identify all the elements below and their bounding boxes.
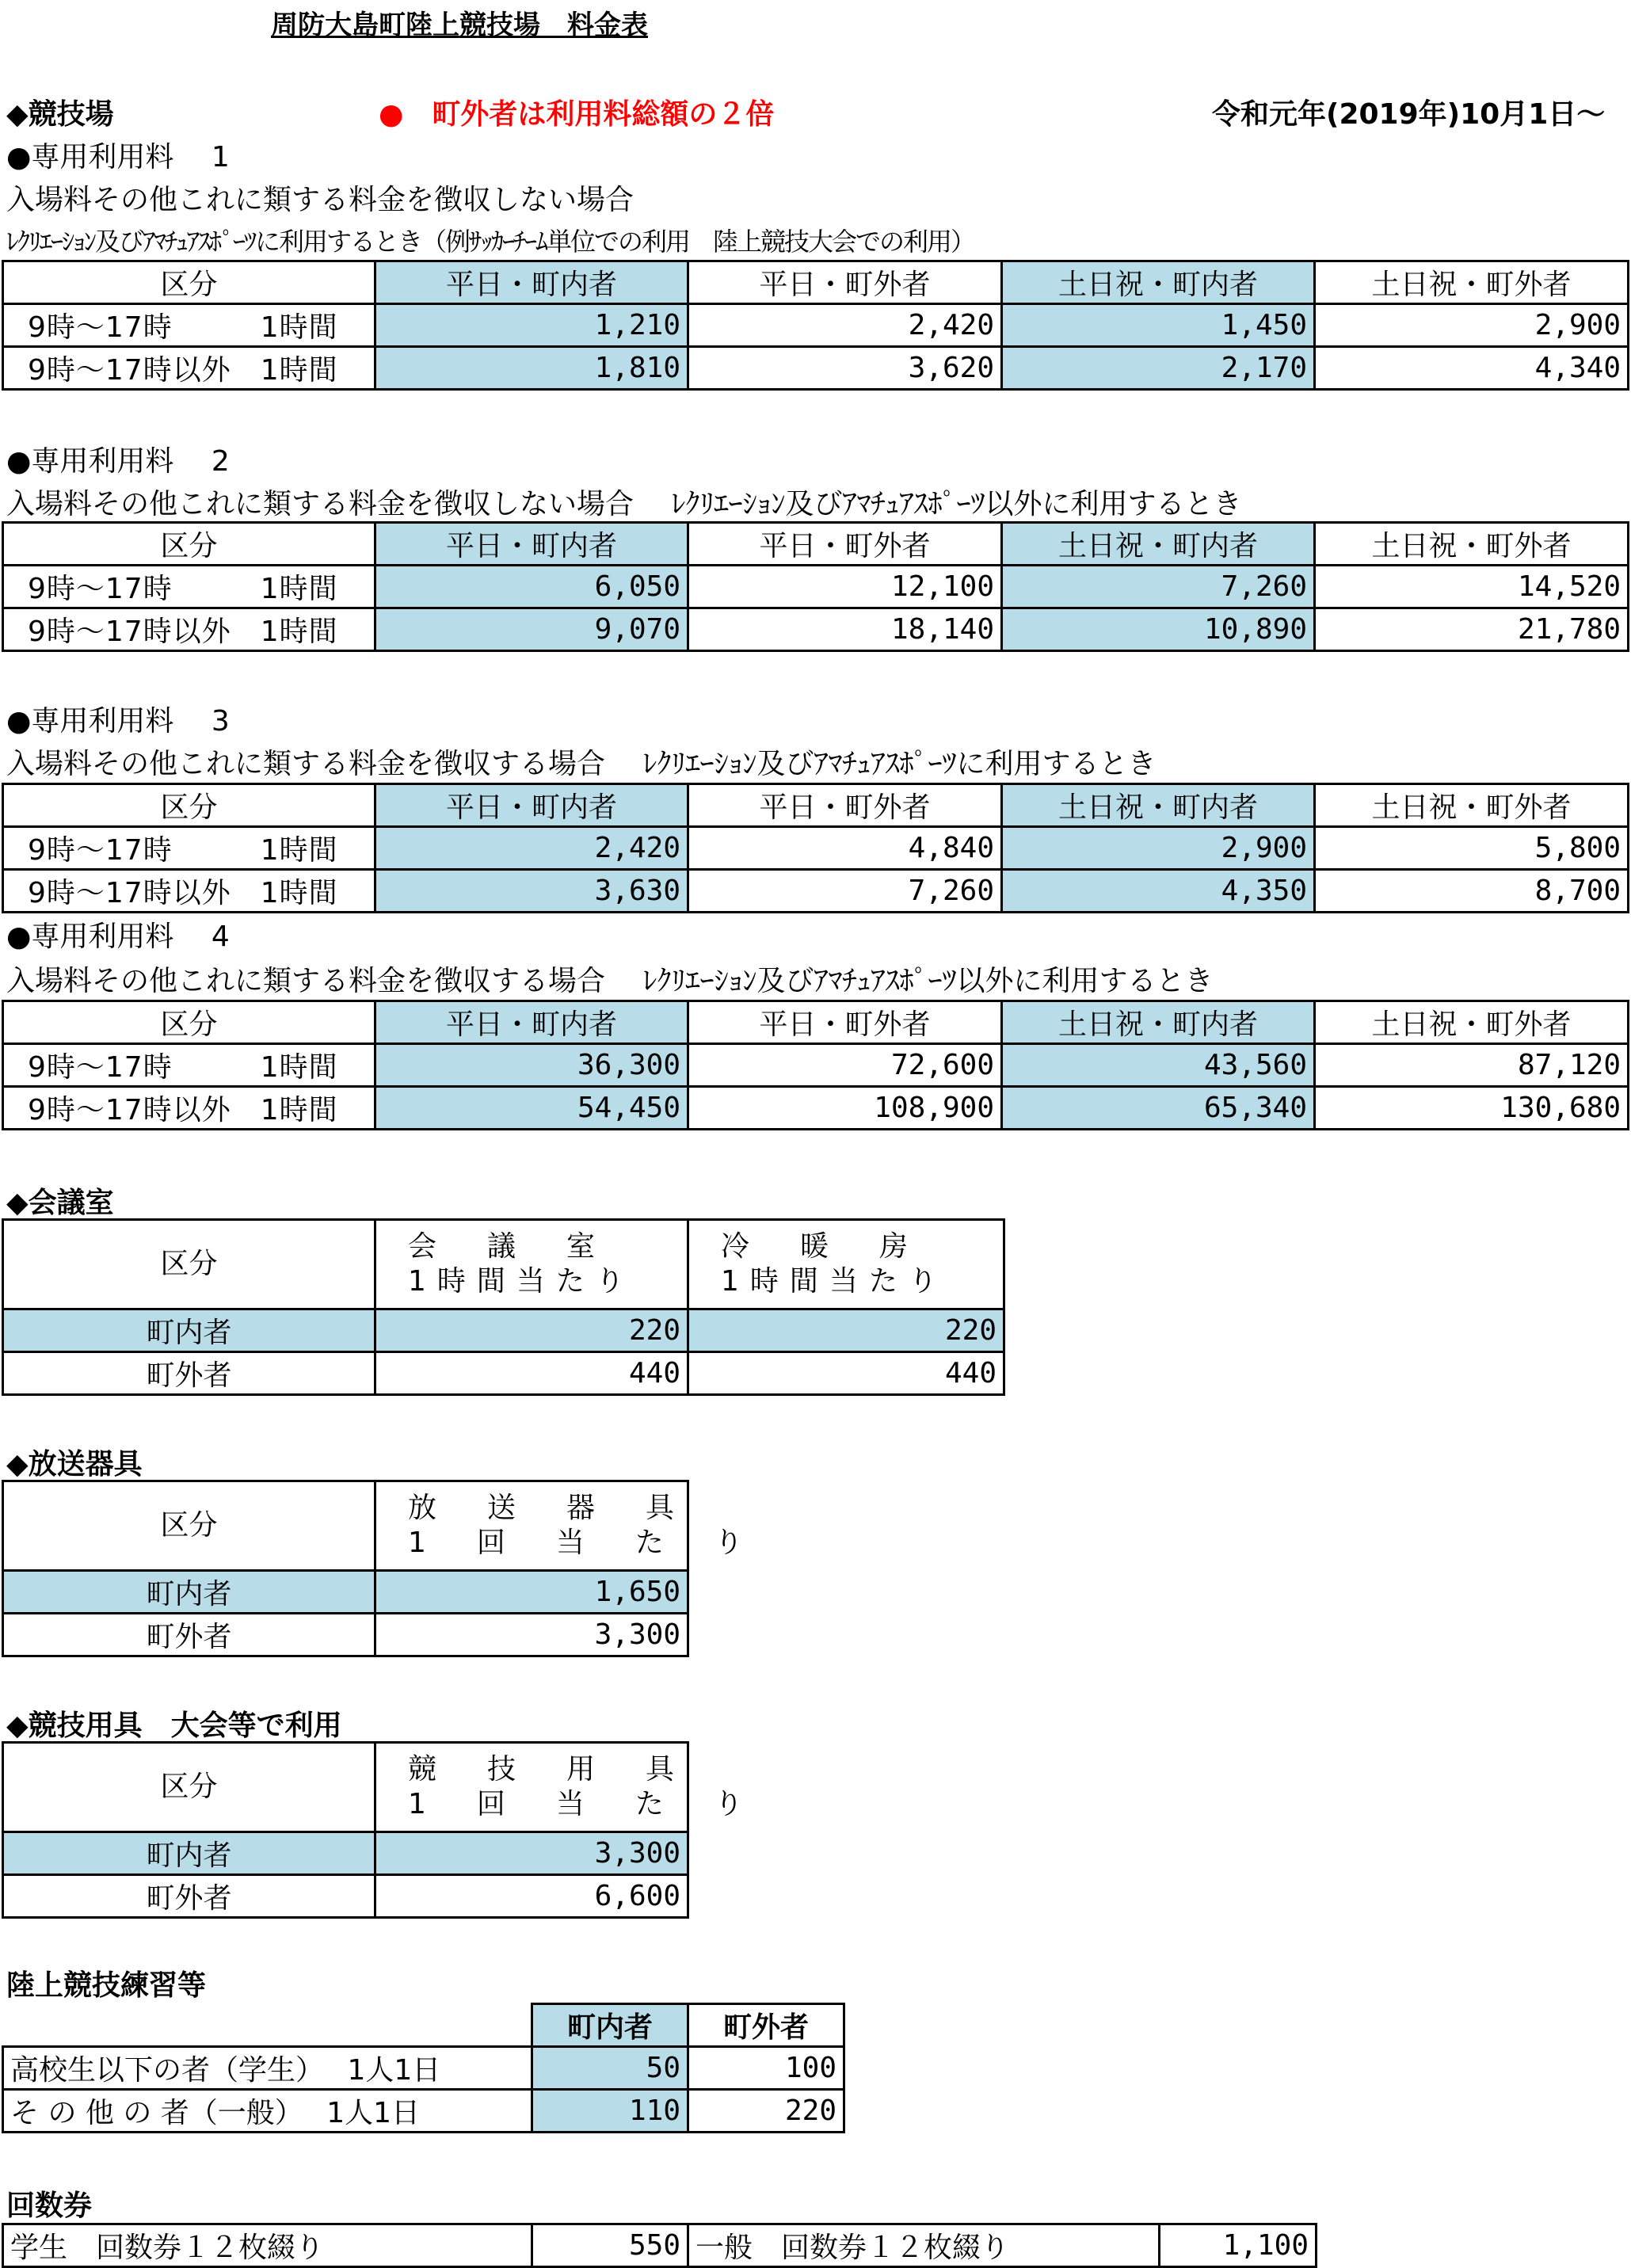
price-cell: 2,170 [1002,347,1315,390]
meeting-room-heading: ◆会議室 [6,1187,114,1219]
time-label: 9時～17時以外 1時間 [3,1087,375,1130]
price-cell: 108,900 [688,1087,1002,1130]
plan3-name: ●専用利用料 3 [6,705,230,738]
header-cell: 区分 [3,1743,375,1832]
table-row [3,1352,1004,1395]
price-cell: 2,900 [1002,827,1315,870]
table-row [3,1087,1629,1130]
price-cell: 4,840 [688,827,1002,870]
effective-date: 令和元年(2019年)10月1日～ [1212,98,1606,131]
table-row [3,1832,688,1875]
price-cell: 1,450 [1002,304,1315,347]
header-cell: 平日・町内者 [375,523,688,566]
header-cell: 土日祝・町外者 [1315,784,1629,827]
header-cell: 区分 [3,523,375,566]
row-label: 町外者 [3,1875,375,1918]
price-cell: 1,100 [1160,2224,1317,2267]
price-cell: 3,630 [375,870,688,913]
header-cell [375,1220,688,1309]
price-cell: 1,210 [375,304,688,347]
table-row [3,1309,1004,1352]
plan1-name: ●専用利用料 1 [6,141,230,173]
price-cell: 7,260 [1002,566,1315,608]
price-cell: 2,900 [1315,304,1629,347]
page-title: 周防大島町陸上競技場 料金表 [271,10,648,41]
price-cell: 4,350 [1002,870,1315,913]
equipment-table [2,1741,754,1919]
equipment-heading: ◆競技用具 大会等で利用 [6,1710,342,1742]
price-cell: 54,450 [375,1087,688,1130]
header-cell: 区分 [3,261,375,304]
plan1-table [2,260,1629,391]
plan2-name: ●専用利用料 2 [6,445,230,478]
plan2-desc1: 入場料その他これに類する料金を徴収しない場合 ﾚｸﾘｴｰｼｮﾝ及びｱﾏﾁｭｱｽﾎﾟｰﾂ以外に利用するとき [6,488,1242,520]
notice-text: ● 町外者は利用料総額の２倍 [379,98,775,131]
price-cell: 14,520 [1315,566,1629,608]
price-cell: 110 [532,2090,688,2133]
broadcast-heading: ◆放送器具 [6,1448,143,1481]
header-cell: 平日・町外者 [688,1001,1002,1044]
header-line: 1 回 当 た り [408,1527,754,1559]
price-cell: 18,140 [688,608,1002,651]
header-line: 会 議 室 [408,1230,607,1263]
price-cell: 3,300 [375,1614,688,1656]
price-cell: 220 [688,2090,844,2133]
price-cell: 21,780 [1315,608,1629,651]
header-cell: 平日・町内者 [375,261,688,304]
plan2-table [2,521,1629,652]
header-line: 放 送 器 具 [408,1492,686,1524]
header-cell: 区分 [3,1220,375,1309]
broadcast-table [2,1480,754,1657]
price-cell: 2,420 [375,827,688,870]
tickets-heading: 回数券 [6,2190,93,2222]
header-cell: 土日祝・町外者 [1315,1001,1629,1044]
price-cell: 65,340 [1002,1087,1315,1130]
table-header-row [3,1481,688,1571]
price-cell: 220 [688,1309,1004,1352]
price-cell: 440 [688,1352,1004,1395]
table-header-row [3,784,1629,827]
price-cell: 9,070 [375,608,688,651]
price-cell: 36,300 [375,1044,688,1087]
table-row [3,1875,688,1918]
header-cell [688,1220,1004,1309]
table-header-row [3,1220,1004,1309]
table-row [3,347,1629,390]
header-cell [375,1743,754,1832]
price-cell: 2,420 [688,304,1002,347]
time-label: 9時～17時 1時間 [3,1044,375,1087]
price-cell: 4,340 [1315,347,1629,390]
header-cell: 平日・町外者 [688,523,1002,566]
header-cell: 土日祝・町内者 [1002,1001,1315,1044]
header-line: 冷 暖 房 [721,1230,920,1263]
header-cell: 町内者 [532,2004,688,2047]
plan1-desc1: 入場料その他これに類する料金を徴収しない場合 [6,184,634,216]
header-cell: 平日・町外者 [688,261,1002,304]
header-line: 競 技 用 具 [408,1753,686,1786]
time-label: 9時～17時 1時間 [3,827,375,870]
price-cell: 6,050 [375,566,688,608]
price-cell: 130,680 [1315,1087,1629,1130]
time-label: 9時～17時 1時間 [3,304,375,347]
price-cell: 220 [375,1309,688,1352]
price-cell: 10,890 [1002,608,1315,651]
header-cell: 区分 [3,784,375,827]
header-cell: 区分 [3,1481,375,1571]
tickets-table [2,2223,1317,2268]
row-label: 町外者 [3,1352,375,1395]
price-cell: 5,800 [1315,827,1629,870]
table-row [3,608,1629,651]
table-row [3,1614,688,1656]
header-line: 1時間当たり [721,1265,948,1298]
header-cell: 区分 [3,1001,375,1044]
header-cell: 土日祝・町内者 [1002,261,1315,304]
header-cell: 平日・町内者 [375,1001,688,1044]
table-header-row [3,523,1629,566]
time-label: 9時～17時 1時間 [3,566,375,608]
price-cell: 7,260 [688,870,1002,913]
practice-table [2,2003,845,2133]
price-cell: 1,810 [375,347,688,390]
header-cell: 土日祝・町外者 [1315,523,1629,566]
stadium-heading: ◆競技場 [6,98,114,131]
ticket-label: 一般 回数券１２枚綴り [688,2224,1160,2267]
price-cell: 3,300 [375,1832,688,1875]
price-cell: 87,120 [1315,1044,1629,1087]
row-label: 町内者 [3,1571,375,1614]
table-row [3,566,1629,608]
table-row [3,2224,1317,2267]
price-cell: 8,700 [1315,870,1629,913]
plan3-desc1: 入場料その他これに類する料金を徴収する場合 ﾚｸﾘｴｰｼｮﾝ及びｱﾏﾁｭｱｽﾎﾟｰﾂに利用するとき [6,748,1157,780]
row-label: 高校生以下の者（学生） 1人1日 [3,2047,532,2090]
plan4-desc1: 入場料その他これに類する料金を徴収する場合 ﾚｸﾘｴｰｼｮﾝ及びｱﾏﾁｭｱｽﾎﾟｰﾂ以外に利用するとき [6,965,1214,997]
plan4-name: ●専用利用料 4 [6,921,230,953]
time-label: 9時～17時以外 1時間 [3,608,375,651]
plan3-table [2,783,1629,913]
plan4-table [2,1000,1629,1130]
table-row [3,1571,688,1614]
header-cell: 町外者 [688,2004,844,2047]
meeting-room-table [2,1218,1005,1396]
table-row [3,2090,844,2133]
table-row [3,1044,1629,1087]
price-cell: 43,560 [1002,1044,1315,1087]
header-line: 1 回 当 た り [408,1788,754,1820]
header-cell: 土日祝・町外者 [1315,261,1629,304]
price-cell: 100 [688,2047,844,2090]
table-header-row [3,1001,1629,1044]
ticket-label: 学生 回数券１２枚綴り [3,2224,532,2267]
row-label: 町外者 [3,1614,375,1656]
practice-heading: 陸上競技練習等 [6,1969,207,2002]
plan1-desc2: ﾚｸﾘｴｰｼｮﾝ及びｱﾏﾁｭｱｽﾎﾟｰﾂに利用するとき（例ｻｯｶｰﾁｰﾑ単位での利用 陸上競技大会での利用） [6,227,975,257]
table-header-row [3,1743,688,1832]
price-cell: 440 [375,1352,688,1395]
header-line: 1時間当たり [408,1265,635,1298]
time-label: 9時～17時以外 1時間 [3,870,375,913]
table-row [3,304,1629,347]
price-cell: 1,650 [375,1571,688,1614]
price-cell: 12,100 [688,566,1002,608]
price-cell: 50 [532,2047,688,2090]
header-cell: 土日祝・町内者 [1002,523,1315,566]
price-cell: 6,600 [375,1875,688,1918]
table-row [3,870,1629,913]
price-cell: 550 [532,2224,688,2267]
header-cell: 平日・町外者 [688,784,1002,827]
table-row [3,2047,844,2090]
row-label: 町内者 [3,1309,375,1352]
header-cell: 平日・町内者 [375,784,688,827]
row-label: 町内者 [3,1832,375,1875]
table-header-row [3,261,1629,304]
price-cell: 3,620 [688,347,1002,390]
price-cell: 72,600 [688,1044,1002,1087]
table-row [3,827,1629,870]
header-cell [375,1481,754,1571]
header-cell: 土日祝・町内者 [1002,784,1315,827]
time-label: 9時～17時以外 1時間 [3,347,375,390]
table-header-row [3,2004,844,2047]
row-label: そ の 他 の 者（一般） 1人1日 [3,2090,532,2133]
empty-cell [3,2004,532,2047]
